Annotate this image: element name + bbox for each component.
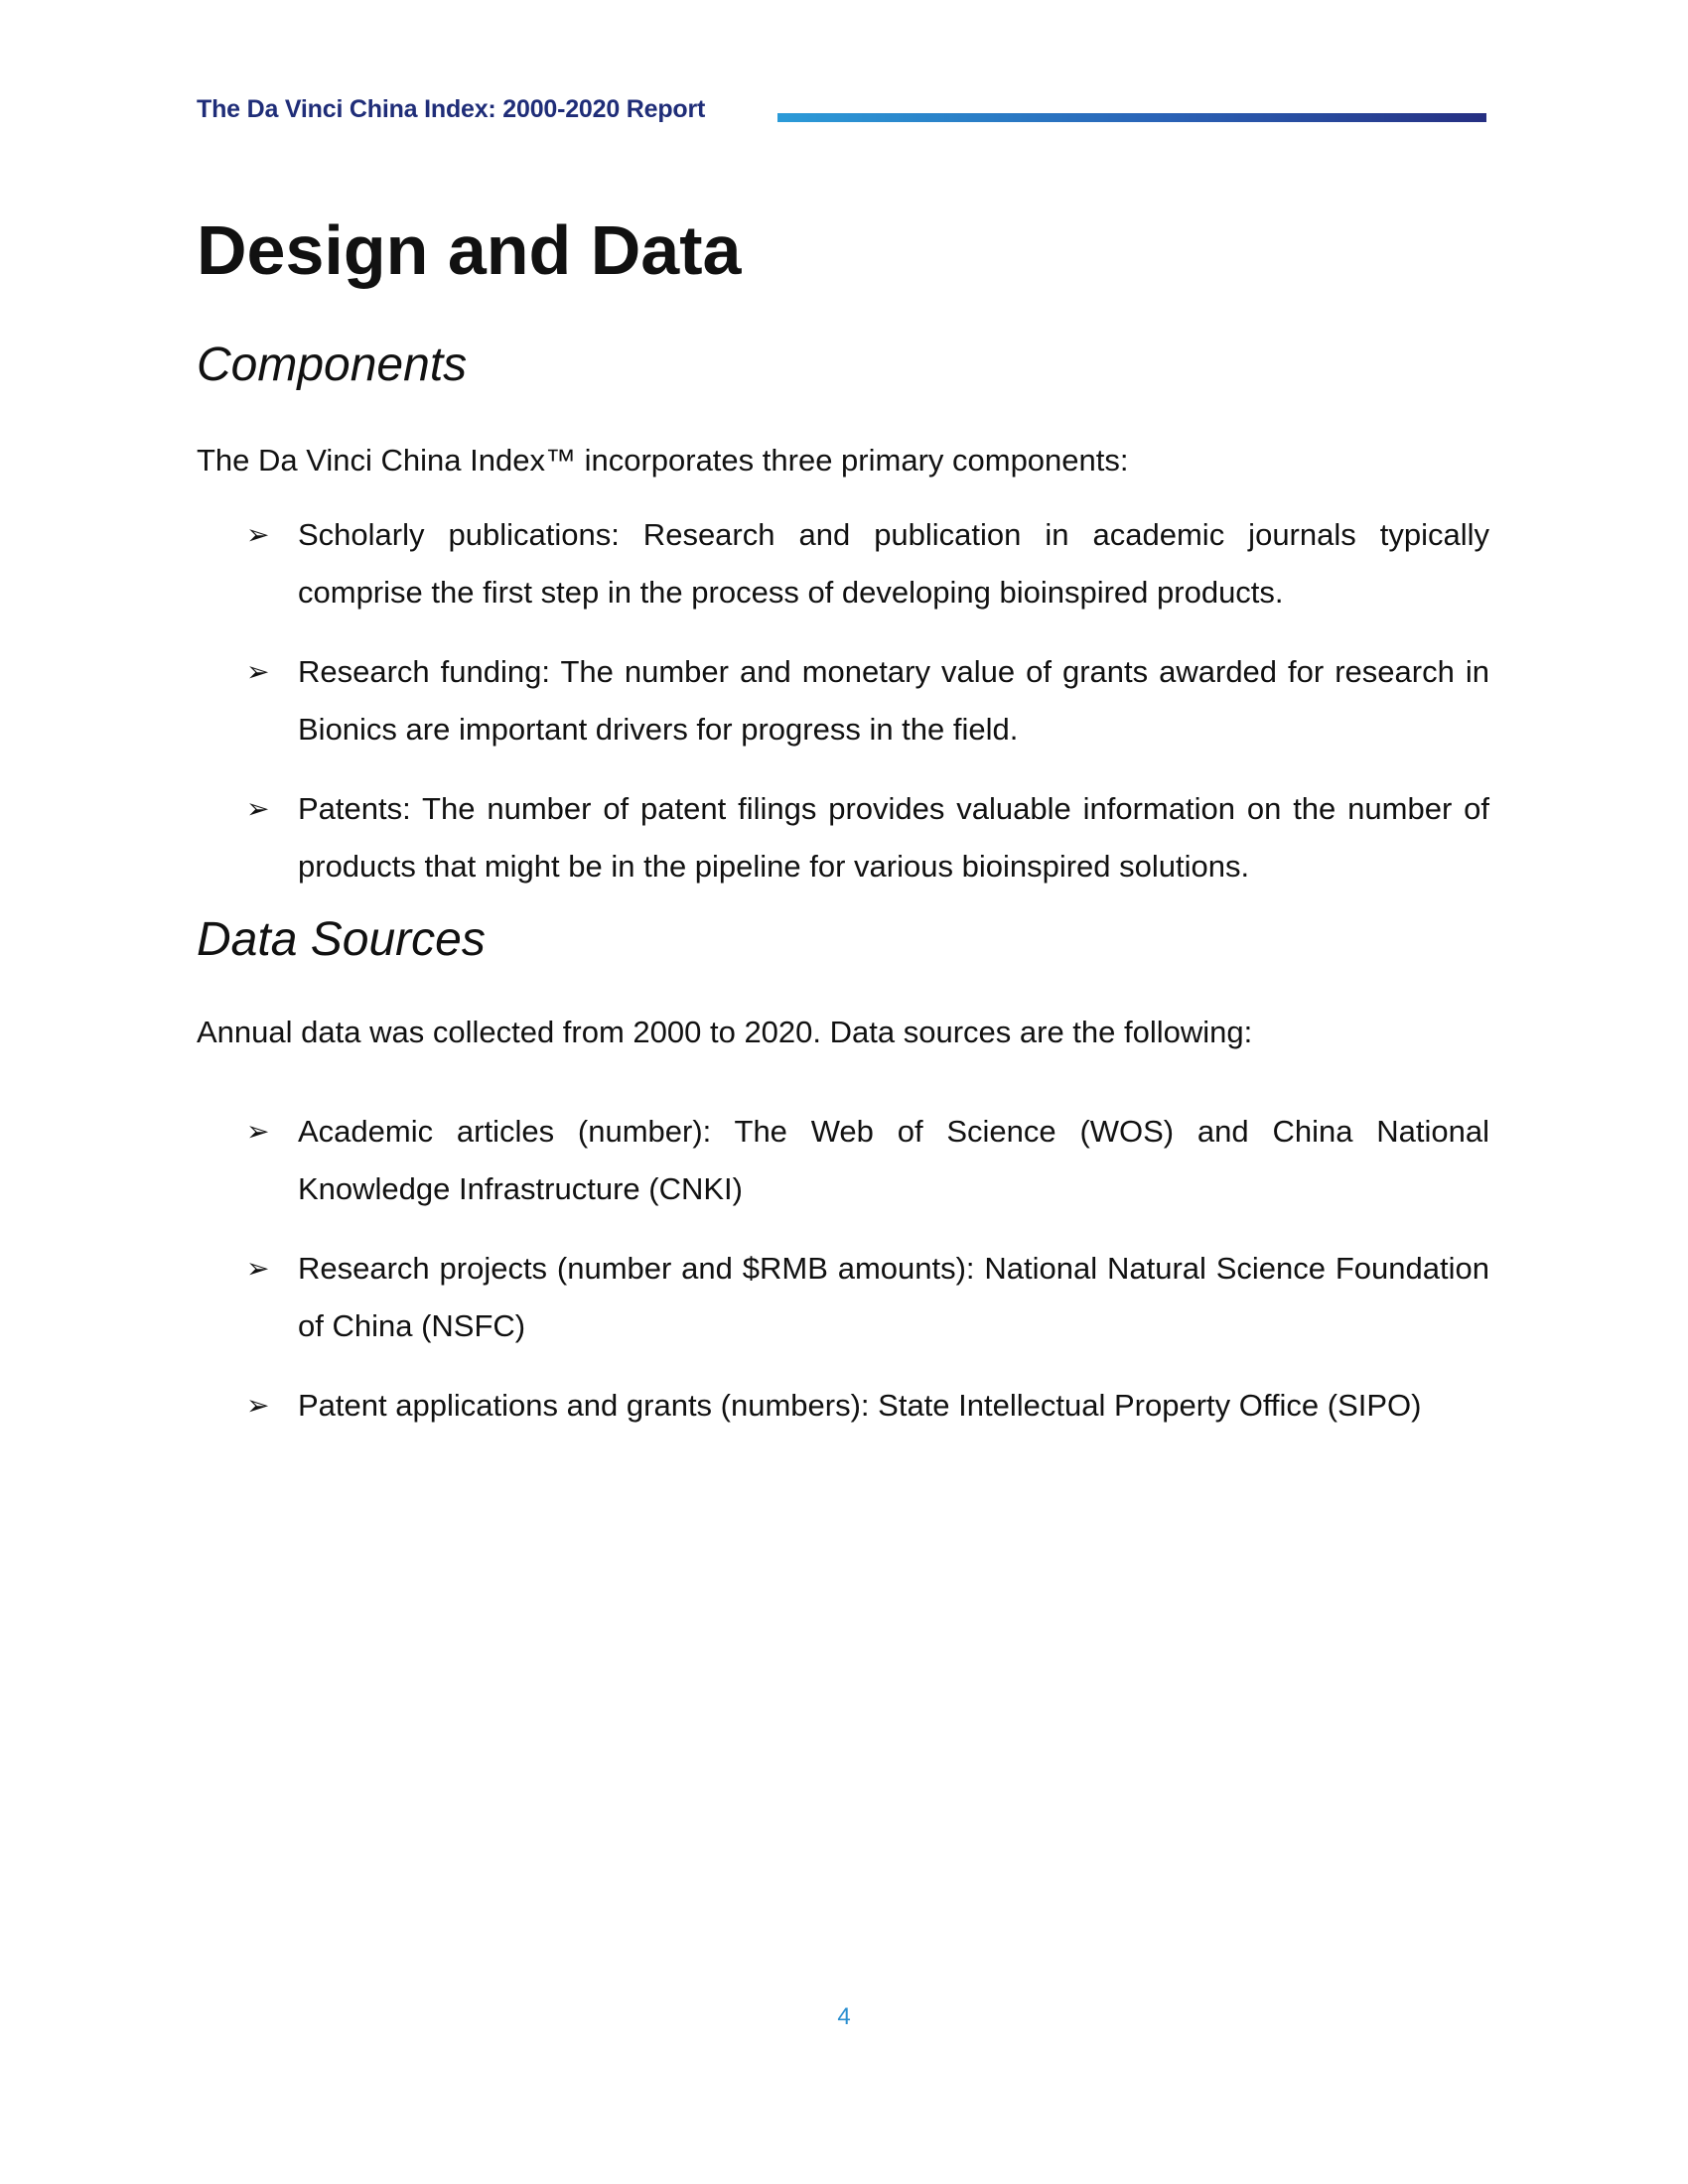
list-item xyxy=(246,1377,1489,1434)
header-rule xyxy=(777,113,1486,122)
list-item xyxy=(246,780,1489,895)
components-heading: Components xyxy=(197,339,468,391)
arrow-bullet-icon: ➢ xyxy=(246,1116,270,1147)
arrow-bullet-icon: ➢ xyxy=(246,656,270,687)
arrow-bullet-icon: ➢ xyxy=(246,519,270,550)
data-sources-item-text: Patent applications and grants (numbers): State Intellectual Property Office (SIPO) xyxy=(298,1388,1422,1423)
data-sources-heading: Data Sources xyxy=(197,913,486,966)
components-intro: The Da Vinci China Index™ incorporates three primary components: xyxy=(197,443,1129,478)
list-item xyxy=(246,1103,1489,1218)
arrow-bullet-icon: ➢ xyxy=(246,1253,270,1284)
list-item xyxy=(246,643,1489,758)
data-sources-item-text: Research projects (number and $RMB amounts): National Natural Science Foundation of China (NSFC) xyxy=(298,1251,1489,1343)
components-item-text: Scholarly publications: Research and publication in academic journals typically comprise the first step in the process of developing bioinspired products. xyxy=(298,517,1489,610)
components-item-text: Research funding: The number and monetary value of grants awarded for research in Bionics are important drivers for progress in the field. xyxy=(298,654,1489,747)
running-header-title: The Da Vinci China Index: 2000-2020 Report xyxy=(197,95,706,123)
page-title: Design and Data xyxy=(197,211,742,289)
data-sources-list xyxy=(246,1103,1489,1434)
data-sources-intro: Annual data was collected from 2000 to 2020. Data sources are the following: xyxy=(197,1015,1253,1049)
arrow-bullet-icon: ➢ xyxy=(246,793,270,824)
page-number: 4 xyxy=(837,2003,851,2030)
list-item xyxy=(246,506,1489,621)
arrow-bullet-icon: ➢ xyxy=(246,1390,270,1421)
components-list xyxy=(246,506,1489,895)
data-sources-item-text: Academic articles (number): The Web of Science (WOS) and China National Knowledge Infrastructure (CNKI) xyxy=(298,1114,1489,1206)
components-item-text: Patents: The number of patent filings provides valuable information on the number of products that might be in the pipeline for various bioinspired solutions. xyxy=(298,791,1489,884)
list-item xyxy=(246,1240,1489,1355)
